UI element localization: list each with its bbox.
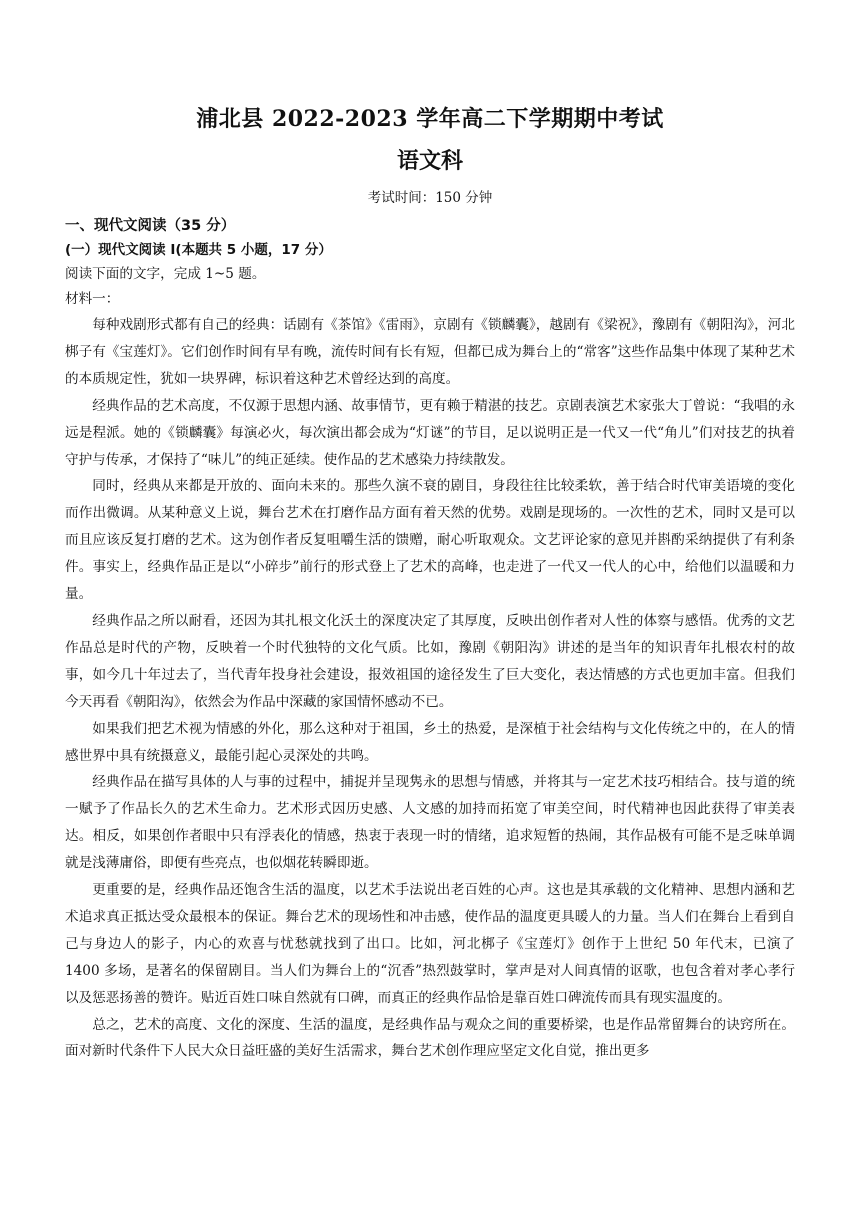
paragraph: 经典作品在描写具体的人与事的过程中，捕捉并呈现隽永的思想与情感，并将其与一定艺术技巧相结合。技与道的统一赋予了作品长久的艺术生命力。艺术形式因历史感、人文感的加持而拓宽了审美空间，时代精神也因此获得了审美表达。相反，如果创作者眼中只有浮表化的情感，热衷于表现一时的情绪，追求短暂的热闹，其作品极有可能不是乏味单调就是浅薄庸俗，即便有些亮点，也似烟花转瞬即逝。 — [65, 774, 795, 872]
paragraph: 总之，艺术的高度、文化的深度、生活的温度，是经典作品与观众之间的重要桥梁，也是作品常留舞台的诀窍所在。面对新时代条件下人民大众日益旺盛的美好生活需求，舞台艺术创作理应坚定文化自觉，推出更多 — [65, 1016, 795, 1060]
exam-time: 考试时间：150 分钟 — [367, 190, 493, 206]
paragraph: 每种戏剧形式都有自己的经典：话剧有《茶馆》《雷雨》，京剧有《锁麟囊》，越剧有《梁祝》，豫剧有《朝阳沟》，河北梆子有《宝莲灯》。它们创作时间有早有晚，流传时间有长有短，但都已成为舞台上的“常客”这些作品集中体现了某种艺术的本质规定性，犹如一块界碑，标识着这种艺术曾经达到的高度。 — [65, 317, 795, 387]
subsection-heading: (一）现代文阅读 I(本题共 5 小题，17 分） — [65, 242, 332, 258]
subject-title: 语文科 — [396, 148, 463, 174]
exam-title: 浦北县 2022-2023 学年高二下学期期中考试 — [196, 106, 664, 132]
section-heading: 一、现代文阅读（35 分） — [65, 218, 236, 234]
paragraph: 如果我们把艺术视为情感的外化，那么这种对于祖国，乡土的热爱，是深植于社会结构与文化传统之中的，在人的情感世界中具有统摄意义，最能引起心灵深处的共鸣。 — [65, 720, 795, 764]
paragraph: 经典作品的艺术高度，不仅源于思想内涵、故事情节，更有赖于精湛的技艺。京剧表演艺术家张大丁曾说：“我唱的永远是程派。她的《锁麟囊》每演必火，每次演出都会成为“灯谜”的节目，足以说明正是一代又一代“角儿”们对技艺的执着守护与传承，才保持了“味儿”的纯正延续。使作品的艺术感染力持续散发。 — [65, 397, 795, 468]
paragraph: 同时，经典从来都是开放的、面向未来的。那些久演不衰的剧目，身段往往比较柔软，善于结合时代审美语境的变化而作出微调。从某种意义上说，舞台艺术在打磨作品方面有着天然的优势。戏剧是现场的。一次性的艺术，同时又是可以而且应该反复打磨的艺术。这为创作者反复咀嚼生活的馈赠，耐心听取观众。文艺评论家的意见并斟酌采纳提供了有利条件。事实上，经典作品正是以“小碎步”前行的形式登上了艺术的高峰，也走进了一代又一代人的心中，给他们以温暖和力量。 — [65, 478, 795, 603]
material-label: 材料一： — [65, 291, 120, 307]
paragraph: 更重要的是，经典作品还饱含生活的温度，以艺术手法说出老百姓的心声。这也是其承载的文化精神、思想内涵和艺术追求真正抵达受众最根本的保证。舞台艺术的现场性和冲击感，使作品的温度更具暖人的力量。当人们在舞台上看到自己与身边人的影子，内心的欢喜与忧愁就找到了出口。比如，河北梆子《宝莲灯》创作于上世纪 50 年代末，已演了 1400 多场，是著名的保留剧目。当人们为舞台上的“沉香”热烈鼓掌时，掌声是对人间真情的讴歌，也包含着对孝心孝行以及惩恶扬善的赞许。贴近百姓口味自然就有口碑，而真正的经典作品恰是靠百姓口碑流传而具有现实温度的。 — [65, 882, 795, 1006]
paragraph: 经典作品之所以耐看，还因为其扎根文化沃土的深度决定了其厚度，反映出创作者对人性的体察与感悟。优秀的文艺作品总是时代的产物，反映着一个时代独特的文化气质。比如，豫剧《朝阳沟》讲述的是当年的知识青年扎根农村的故事，如今几十年过去了，当代青年投身社会建设，报效祖国的途径发生了巨大变化，表达情感的方式也更加丰富。但我们今天再看《朝阳沟》，依然会为作品中深藏的家国情怀感动不已。 — [65, 612, 795, 710]
reading-instruction: 阅读下面的文字，完成 1~5 题。 — [65, 266, 266, 282]
exam-content — [65, 214, 795, 1065]
